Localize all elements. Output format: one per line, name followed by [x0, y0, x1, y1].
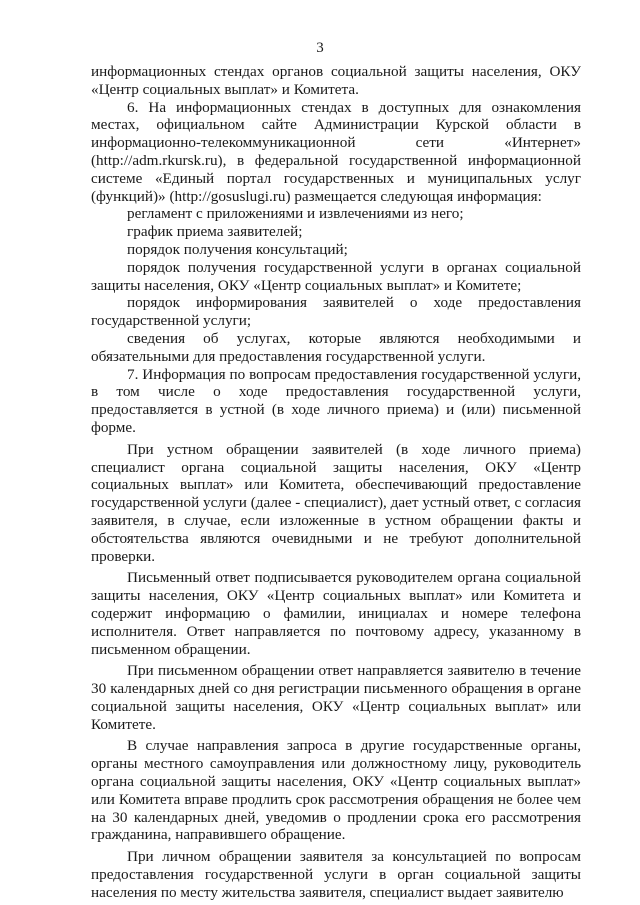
paragraph-written-answer: Письменный ответ подписывается руководителем органа социальной защиты населения, ОКУ «Центр социальных выплат» или Комитета и содержит информацию о фамилии, инициалах и номере телефона исполнителя. Ответ направляется по почтовому адресу, указанному в письменном обращении.	[91, 569, 581, 658]
paragraph-personal-consultation: При личном обращении заявителя за консультацией по вопросам предоставления государственной услуги в орган социальной защиты населения по месту жительства заявителя, специалист выдает заявителю	[91, 848, 581, 901]
document-body	[91, 63, 581, 902]
paragraph-deadline-extension: В случае направления запроса в другие государственные органы, органы местного самоуправления или должностному лицу, руководитель органа социальной защиты населения, ОКУ «Центр социальных выплат» или Комитета вправе продлить срок рассмотрения обращения не более чем на 30 календарных дней, уведомив о продлении срока его рассмотрения гражданина, направившего обращение.	[91, 737, 581, 844]
paragraph-written-request-deadline: При письменном обращении ответ направляется заявителю в течение 30 календарных дней со дня регистрации письменного обращения в органе социальной защиты населения, ОКУ «Центр социальных выплат» или Комитете.	[91, 662, 581, 733]
page-number: 3	[316, 40, 324, 56]
list-item-consultation-order: порядок получения консультаций;	[127, 240, 348, 258]
paragraph-continuation: информационных стендах органов социальной защиты населения, ОКУ «Центр социальных выплат» и Комитета.	[91, 63, 581, 98]
paragraph-item-6: 6. На информационных стендах в доступных для ознакомления местах, официальном сайте Администрации Курской области в информационно-телекоммуникационной сети «Интернет» (http://adm.rkursk.ru), в федеральной государственной информационной системе «Единый портал государственных и муниципальных услуг (функций)» (http://gosuslugi.ru) размещается следующая информация:	[91, 98, 581, 205]
list-item-service-order: порядок получения государственной услуги в органах социальной защиты населения, ОКУ «Центр социальных выплат» и Комитете;	[91, 258, 581, 294]
list-item-informing-order: порядок информирования заявителей о ходе предоставления государственной услуги;	[91, 294, 581, 330]
list-item-required-services: сведения об услугах, которые являются необходимыми и обязательными для предоставления государственной услуги.	[91, 329, 581, 365]
list-item-schedule: график приема заявителей;	[127, 223, 303, 241]
list-item-regulation: регламент с приложениями и извлечениями из него;	[127, 205, 464, 223]
paragraph-item-7: 7. Информация по вопросам предоставления государственной услуги, в том числе о ходе предоставления государственной услуги, предоставляется в устной (в ходе личного приема) и (или) письменной форме.	[91, 365, 581, 436]
paragraph-oral-request: При устном обращении заявителей (в ходе личного приема) специалист органа социальной защиты населения, ОКУ «Центр социальных выплат» или Комитета, обеспечивающий предоставление государственной услуги (далее - специалист), дает устный ответ, с согласия заявителя, в случае, если изложенные в устном обращении факты и обстоятельства являются очевидными и не требуют дополнительной проверки.	[91, 440, 581, 565]
